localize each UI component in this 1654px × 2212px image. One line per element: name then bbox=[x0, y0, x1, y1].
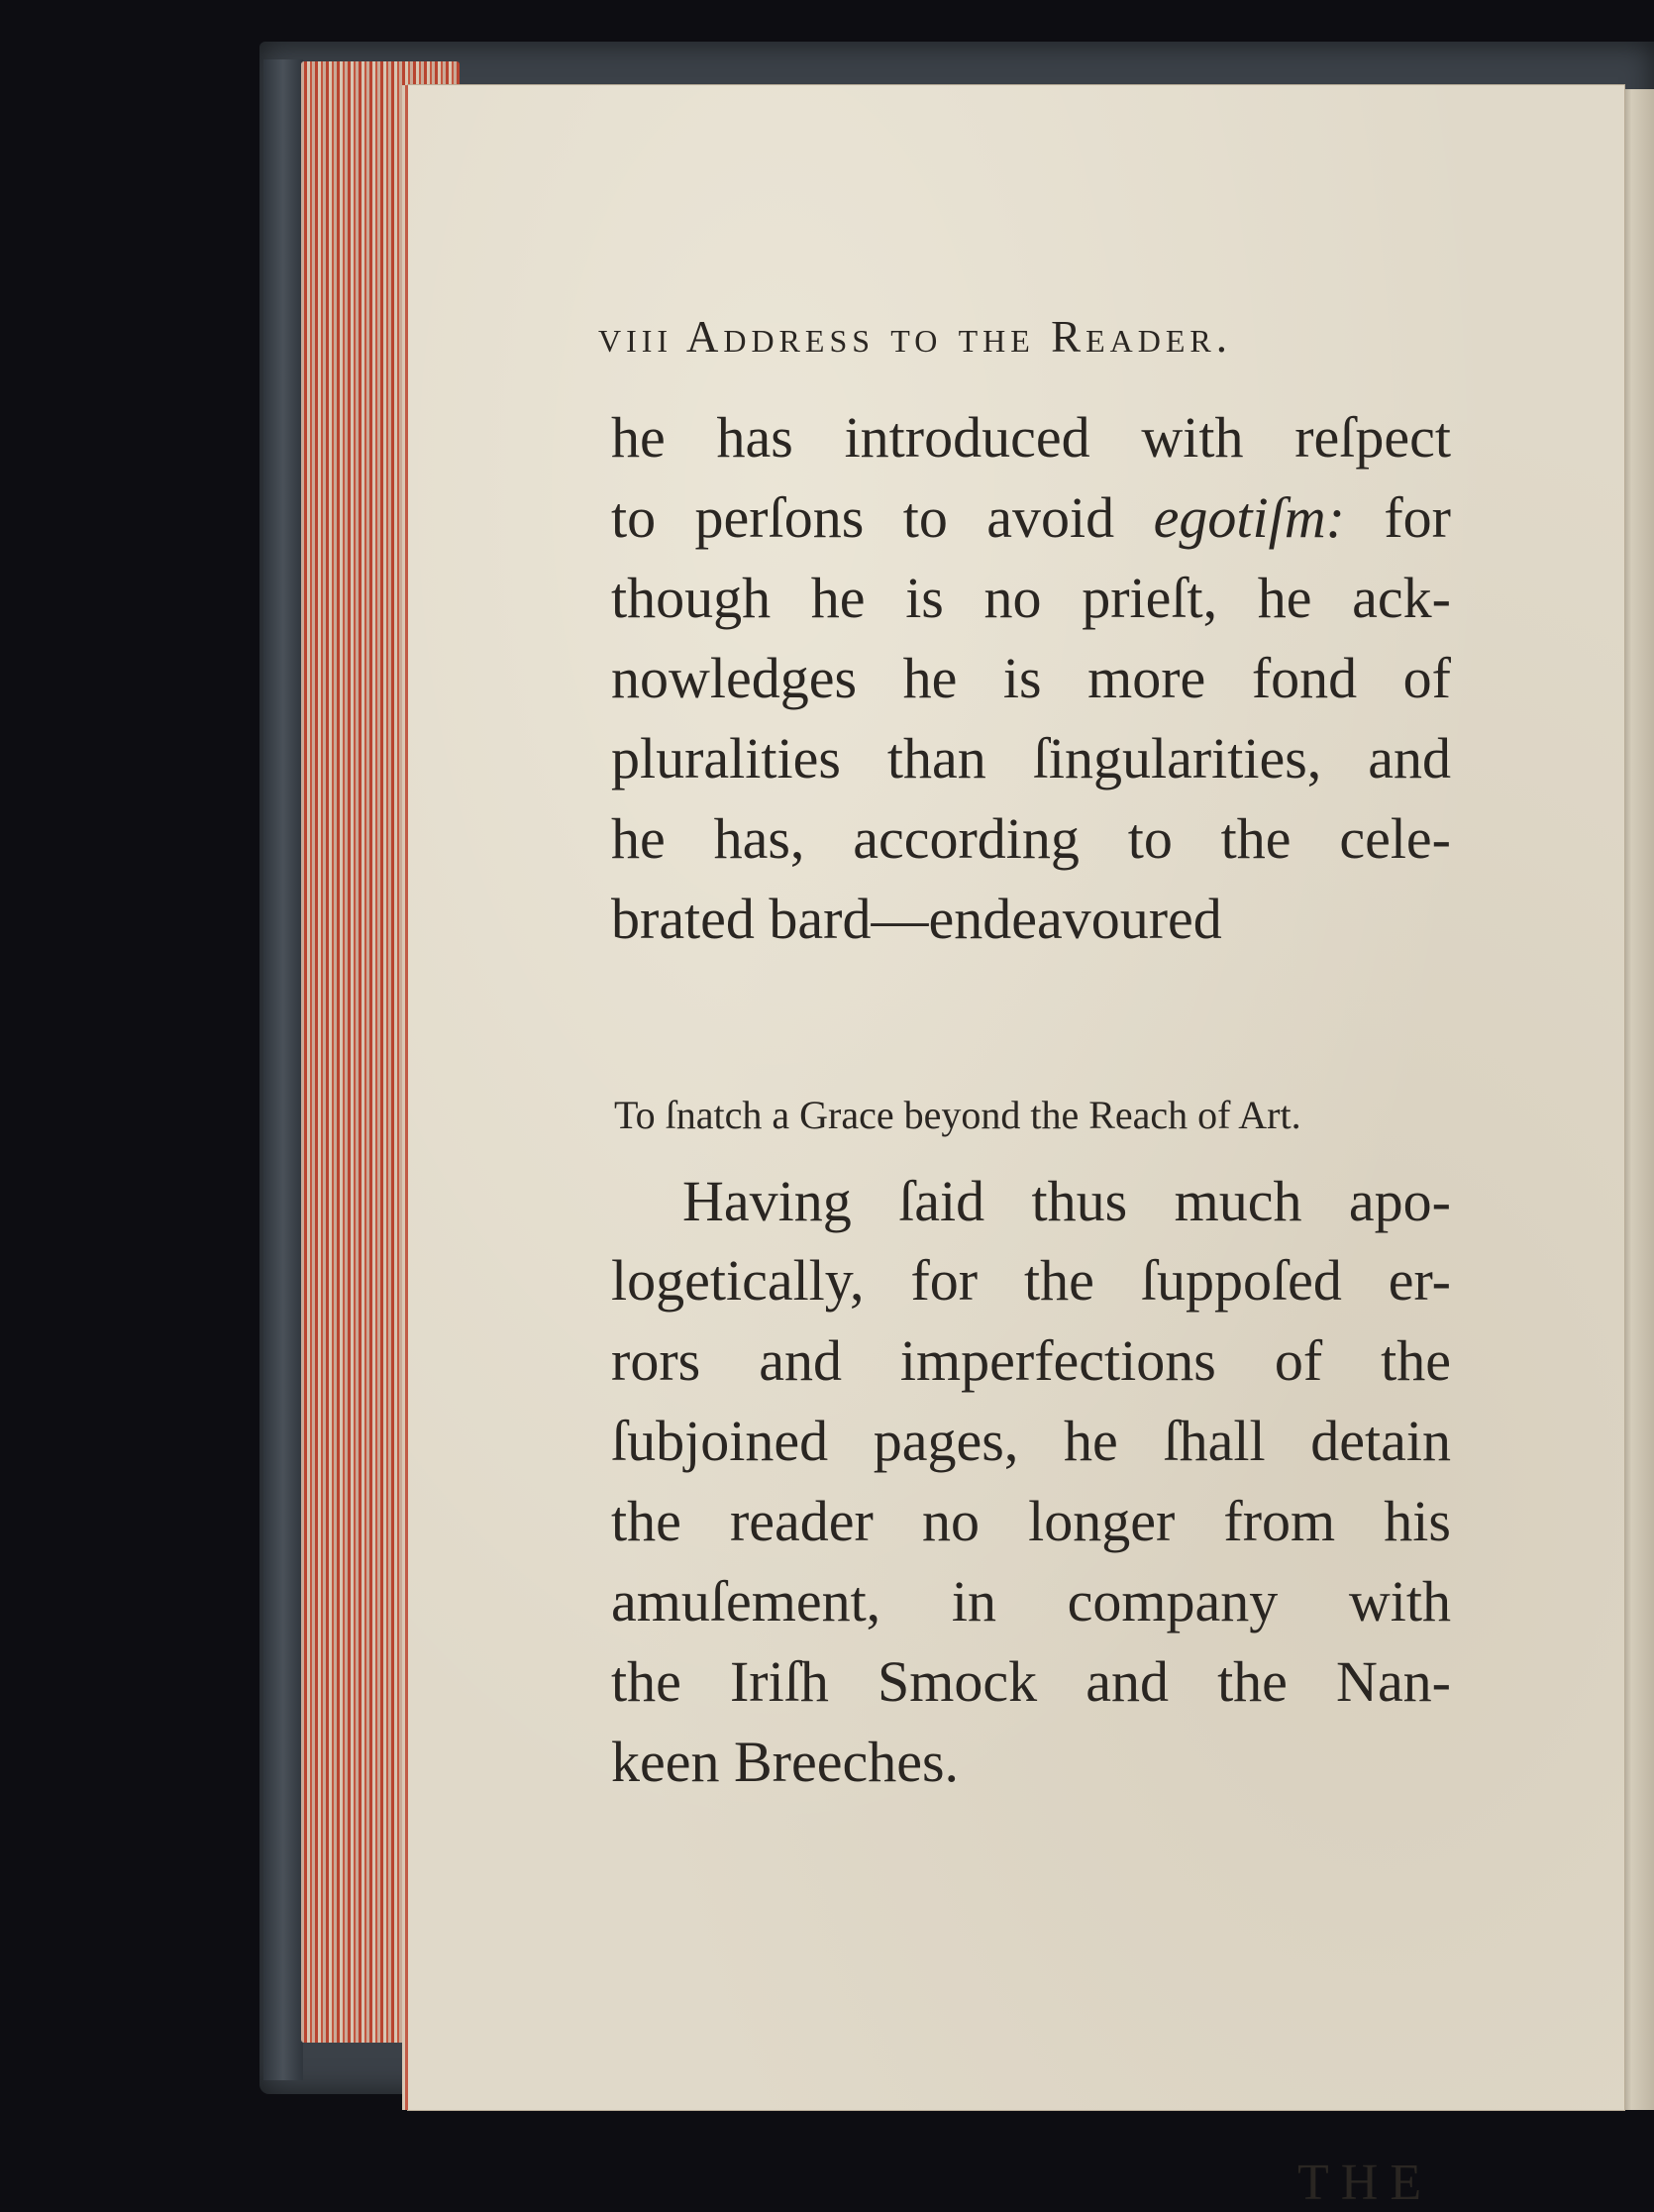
text-line: Having ſaid thus much apo- bbox=[682, 1169, 1451, 1233]
text-fragment: to perſons to avoid bbox=[611, 485, 1154, 550]
text-line: amuſement, in company with bbox=[611, 1569, 1451, 1633]
text-line: logetically, for the ſuppoſed er- bbox=[611, 1248, 1451, 1313]
verse-quote: To ſnatch a Grace beyond the Reach of Art. bbox=[614, 1093, 1301, 1137]
text-line: nowledges he is more fond of bbox=[611, 646, 1451, 710]
text-line: ſubjoined pages, he ſhall detain bbox=[611, 1409, 1451, 1473]
text-line: the reader no longer from his bbox=[611, 1489, 1451, 1553]
text-line: though he is no prieſt, he ack- bbox=[611, 566, 1451, 630]
book-page bbox=[408, 85, 1624, 2211]
page-text bbox=[408, 85, 1624, 2211]
text-line: he has, according to the cele- bbox=[611, 806, 1451, 871]
text-line bbox=[611, 485, 1451, 550]
text-fragment: for bbox=[1344, 485, 1451, 550]
running-head: viii Address to the Reader. bbox=[598, 312, 1232, 362]
catchword: THE bbox=[1297, 2155, 1434, 2211]
text-line: pluralities than ſingularities, and bbox=[611, 726, 1451, 790]
italic-word: egotiſm: bbox=[1153, 485, 1345, 550]
text-line: brated bard—endeavoured bbox=[611, 887, 1222, 951]
text-line: rors and imperfections of the bbox=[611, 1328, 1451, 1393]
text-line: keen Breeches. bbox=[611, 1730, 960, 1794]
text-line: he has introduced with reſpect bbox=[611, 405, 1451, 470]
text-line: the Iriſh Smock and the Nan- bbox=[611, 1649, 1451, 1714]
cover-spine-edge bbox=[263, 59, 303, 2080]
